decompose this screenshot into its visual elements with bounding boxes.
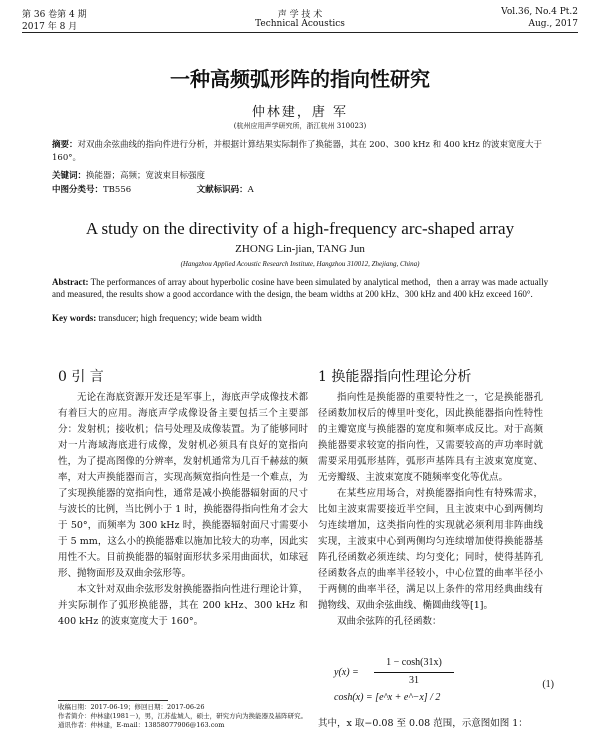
footnote-contact: 通讯作者：仲林建，E-mail：13858077906@163.com	[58, 721, 225, 729]
journal-volume: Vol.36, No.4 Pt.2	[501, 7, 578, 17]
affiliation-en: (Hangzhou Applied Acoustic Research Institute, Hangzhou 310012, Zhejiang, China)	[180, 260, 420, 268]
section-1-para-1: 指向性是换能器的重要特性之一，它是换能器孔径函数加权后的傅里叶变化，因此换能器指向性特性的主瓣宽度与换能器的宽度和频率成反比。对于高频换能器要求较宽的指向性，又需要较高的声功率时就需要采用弧形基阵，弧形声基阵具有主波束宽度宽、无旁瓣级、主波束宽度不随频率变化等优点。	[318, 392, 543, 483]
paper-title-en: A study on the directivity of a high-frequency arc-shaped array	[85, 219, 515, 238]
section-1-para-2: 在某些应用场合，对换能器指向性有特殊需求，比如主波束需要接近半空间，且主波束中心到两侧均匀连续增加，这类指向性的实现就必须利用非阵曲线实现，主波束中心到两侧均匀连续增加使得换能器基阵孔径函数必须连续、均匀变化；同时，使得基阵孔径函数各点的曲率半径较小，中心位置的曲率半径小于两侧的曲率半径，满足以上条件的常用经典曲线有抛物线、双曲余弦曲线、椭圆曲线等[1]。	[318, 488, 543, 611]
clc-label: 中图分类号：	[52, 185, 104, 195]
formula-after-text: 其中，x 取−0.08 至 0.08 范围，示意图如图 1：	[318, 718, 528, 729]
abstract-en	[52, 276, 560, 300]
formula-numerator: 1 − cosh(31x)	[386, 657, 442, 668]
keywords-en	[52, 312, 560, 325]
footnote-rule	[58, 700, 168, 701]
fraction-bar	[374, 672, 454, 673]
abstract-en-text: The performances of array about hyperbolic cosine have been simulated by analytical method，then a array was made actually and measured, the results show a good accordance with the design, the beam widths at 200 kHz、300 kHz and 400 kHz exceed 160°.	[52, 277, 549, 299]
keywords-cn-text: 换能器；高频；宽波束目标强度	[86, 171, 206, 181]
formula-denominator: 31	[409, 675, 419, 686]
abstract-cn-text: 对双曲余弦曲线的指向件进行分析，并根据计算结果实际制作了换能器，其在 200、300 kHz 和 400 kHz 的波束宽度大于 160°。	[52, 140, 542, 163]
paper-title-cn: 一种高频弧形阵的指向性研究	[170, 67, 430, 91]
formula-1	[334, 657, 554, 691]
journal-issue: 第 36 卷第 4 期	[22, 10, 87, 20]
journal-date: 2017 年 8 月	[22, 22, 78, 32]
abstract-cn-label: 摘要：	[52, 140, 78, 150]
abstract-cn	[52, 139, 560, 165]
authors-cn: 仲林建，唐 军	[251, 105, 349, 120]
footnote-dates: 收稿日期：2017-06-19；修回日期：2017-06-26	[58, 703, 205, 711]
classification	[52, 184, 560, 197]
journal-date-en: Aug., 2017	[528, 19, 578, 29]
section-1-heading: 1 换能器指向性理论分析	[318, 369, 472, 385]
clc-value: TB556	[103, 185, 132, 195]
section-0-body	[58, 390, 308, 630]
section-0-para-2: 本文针对双曲余弦形发射换能器指向性进行理论计算，并实际制作了弧形换能器，其在 200 kHz、300 kHz 和 400 kHz 的波束宽度大于 160°。	[58, 584, 308, 627]
formula-label: (1)	[542, 679, 554, 690]
doc-code-value: A	[247, 185, 254, 195]
keywords-cn	[52, 170, 560, 183]
footnote	[58, 703, 308, 730]
abstract-en-label: Abstract:	[52, 277, 89, 287]
section-0-para-1: 无论在海底资源开发还是军事上，海底声学成像技术都有着巨大的应用。海底声学成像设备主要包括三个主要部分：发射机；接收机；信号处理及成像装置。为了能够同时对一片海域海底进行成像，发射机必须具有良好的宽指向性，为了提高图像的分辨率，发射机通常为几百千赫兹的频率，对大声换能器而言，实现高频宽指向性是一个难点，为了实现换能器的宽指向性，通常是减小换能器辐射面的尺寸与波长的比例，当比例小于 1 时，换能器得指向性角才会大于 50°，而频率为 300 kHz 时，换能器辐射面尺寸需要小于 5 mm，这么小的换能器难以施加比较大的功率，因此实用性不大。目前换能器的辐射面形状多采用曲面状，如球冠形、抛物面形及双曲余弦形等。	[58, 392, 308, 579]
footnote-author: 作者简介：仲林建(1981－)，男，江苏盐城人，硕士，研究方向为换能器及基阵研究。	[58, 712, 308, 720]
journal-name-cn: 声 学 技 术	[277, 10, 323, 20]
keywords-en-text: transducer; high frequency; wide beam width	[98, 313, 262, 323]
section-0-heading: 0 引 言	[58, 369, 104, 385]
keywords-en-label: Key words:	[52, 313, 97, 323]
formula-cosh: cosh(x) = [e^x + e^−x] / 2	[334, 692, 441, 703]
section-1-para-3: 双曲余弦阵的孔径函数：	[337, 616, 442, 627]
affiliation-cn: (杭州应用声学研究所，浙江杭州 310023)	[233, 122, 367, 130]
formula-lhs: y(x) =	[334, 667, 359, 678]
section-1-body	[318, 390, 543, 630]
header-rule	[22, 32, 578, 33]
keywords-cn-label: 关键词：	[52, 171, 87, 181]
journal-name-en: Technical Acoustics	[255, 19, 345, 29]
doc-code-label: 文献标识码：	[196, 185, 248, 195]
authors-en: ZHONG Lin-jian, TANG Jun	[235, 243, 365, 255]
